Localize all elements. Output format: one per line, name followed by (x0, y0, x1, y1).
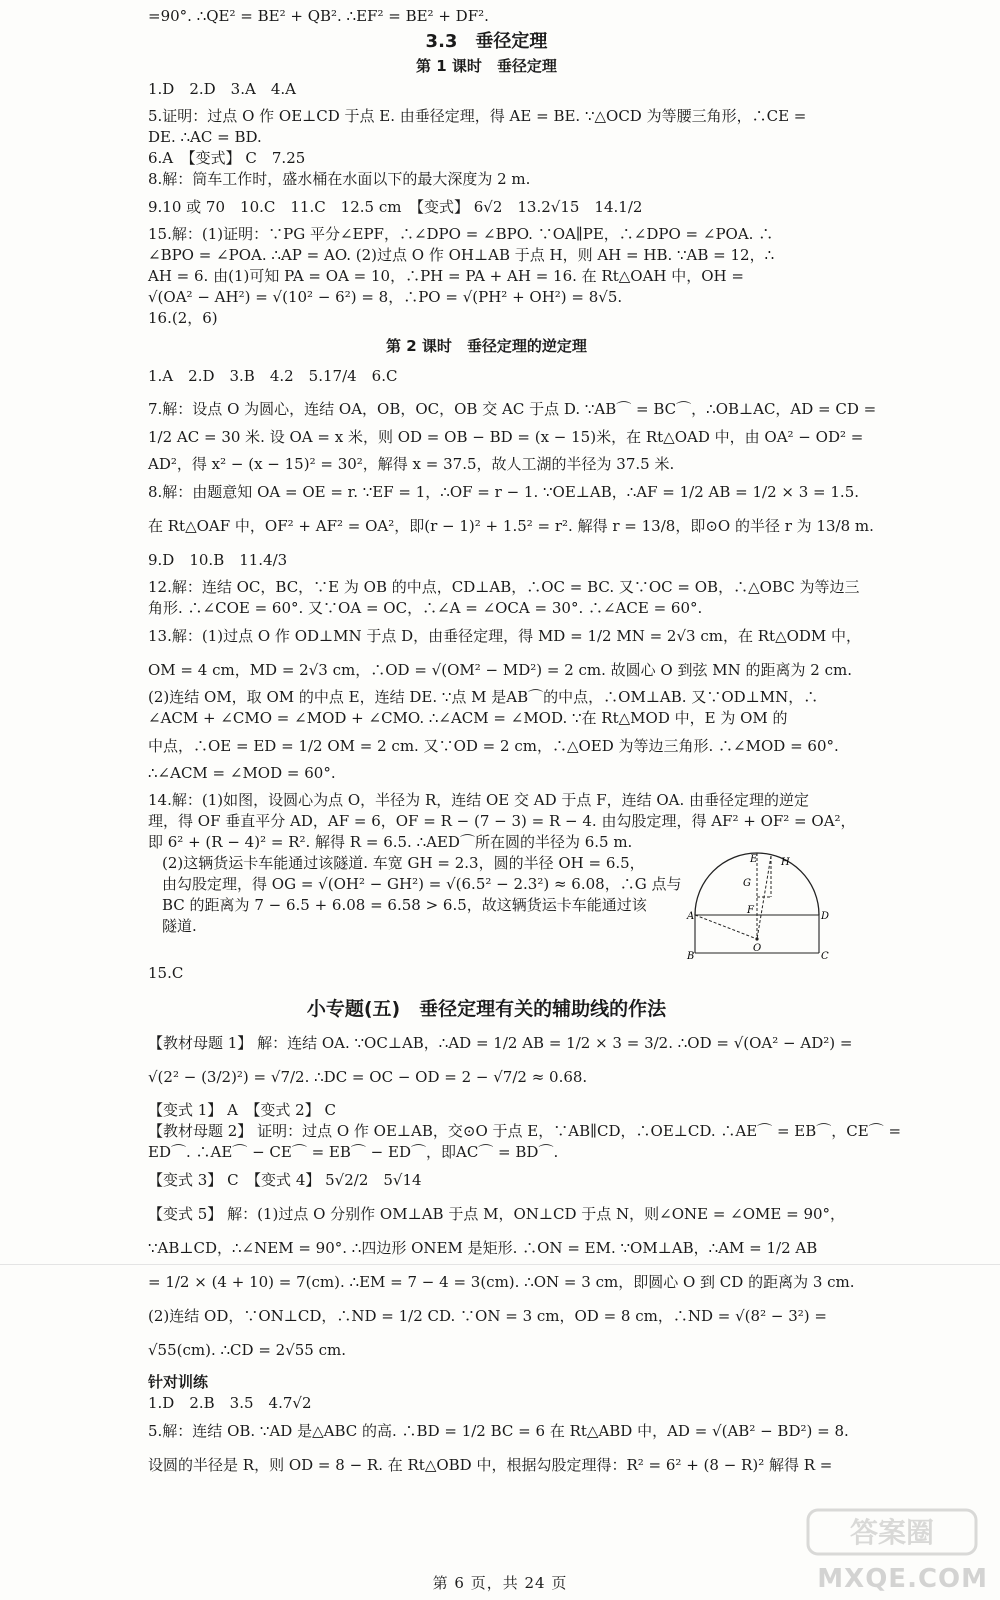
answer-line: 15.解：(1)证明：∵PG 平分∠EPF，∴∠DPO = ∠BPO. ∵OA∥PE，∴∠DPO = ∠POA. ∴ (148, 225, 774, 243)
answer-line: 14.解：(1)如图，设圆心为点 O，半径为 R，连结 OE 交 AD 于点 F，连结 OA. 由垂径定理的逆定 (148, 791, 810, 809)
answer-line: 1/2 AC = 30 米. 设 OA = x 米，则 OD = OB − BD = (x − 15)米，在 Rt△OAD 中，由 OA² − OD² = (148, 428, 864, 446)
section-title: 3.3 垂径定理 (425, 31, 548, 52)
answer-line: 16.(2，6) (148, 309, 218, 327)
answer-line: (2)连结 OM，取 OM 的中点 E，连结 DE. ∵点 M 是AB⌒的中点，∴OM⊥AB. 又∵OD⊥MN，∴ (148, 688, 819, 706)
answer-line: ∴∠ACM = ∠MOD = 60°. (148, 764, 336, 782)
answer-line: BC 的距离为 7 − 6.5 + 6.08 = 6.58 > 6.5，故这辆货运卡车能通过该 (162, 896, 647, 914)
answer-line: ∵AB⊥CD，∴∠NEM = 90°. ∴四边形 ONEM 是矩形. ∴ON = EM. ∵OM⊥AB，∴AM = 1/2 AB (148, 1239, 818, 1257)
answer-line: AH = 6. 由(1)可知 PA = OA = 10，∴PH = PA + AH = 16. 在 Rt△OAH 中，OH = (148, 267, 744, 285)
answer-line: OM = 4 cm，MD = 2√3 cm，∴OD = √(OM² − MD²) = 2 cm. 故圆心 O 到弦 MN 的距离为 2 cm. (148, 661, 852, 679)
answer-line: 9.10 或 70 10.C 11.C 12.5 cm 【变式】 6√2 13.2√15 14.1/2 (148, 198, 643, 216)
figure-label: G (743, 878, 752, 889)
problem-14-with-figure (148, 853, 830, 963)
answer-line: (2)连结 OD，∵ON⊥CD，∴ND = 1/2 CD. ∵ON = 3 cm，OD = 8 cm，∴ND = √(8² − 3²) = (148, 1307, 827, 1325)
special-topic-title: 小专题(五) 垂径定理有关的辅助线的作法 (306, 998, 667, 1020)
watermark-logo-text: 答案圈 (849, 1516, 935, 1549)
text-line: =90°. ∴QE² = BE² + QB². ∴EF² = BE² + DF². (148, 7, 489, 25)
answer-line: 1.A 2.D 3.B 4.2 5.17/4 6.C (148, 367, 398, 385)
lesson-title: 第 1 课时 垂径定理 (416, 57, 557, 75)
watermark-text: MXQE.COM (817, 1564, 988, 1594)
answer-line: 12.解：连结 OC，BC，∵E 为 OB 的中点，CD⊥AB，∴OC = BC. 又∵OC = OB，∴△OBC 为等边三 (148, 578, 860, 596)
answer-line: 设圆的半径是 R，则 OD = 8 − R. 在 Rt△OBD 中，根据勾股定理得：R² = 6² + (8 − R)² 解得 R = (148, 1456, 833, 1474)
answer-line: 中点，∴OE = ED = 1/2 OM = 2 cm. 又∵OD = 2 cm，∴△OED 为等边三角形. ∴∠MOD = 60°. (148, 737, 839, 755)
answer-line: 【教材母题 1】 解：连结 OA. ∵OC⊥AB，∴AD = 1/2 AB = 1/2 × 3 = 3/2. ∴OD = √(OA² − AD²) = (148, 1034, 853, 1052)
answer-line: ED⌒. ∴AE⌒ − CE⌒ = EB⌒ − ED⌒，即AC⌒ = BD⌒. (148, 1143, 559, 1161)
answer-line: 【变式 3】 C 【变式 4】 5√2/2 5√14 (148, 1171, 422, 1189)
answer-line: 7.解：设点 O 为圆心，连结 OA，OB，OC，OB 交 AC 于点 D. ∵AB⌒ = BC⌒，∴OB⊥AC，AD = CD = (148, 400, 877, 418)
answer-line: AD²，得 x² − (x − 15)² = 30²，解得 x = 37.5，故人工湖的半径为 37.5 米. (148, 455, 675, 473)
answer-line: 15.C (148, 964, 184, 982)
figure-label: C (821, 951, 830, 962)
answer-line: 8.解：筒车工作时，盛水桶在水面以下的最大深度为 2 m. (148, 170, 531, 188)
answer-line: 【教材母题 2】 证明：过点 O 作 OE⊥AB，交⊙O 于点 E，∵AB∥CD，∴OE⊥CD. ∴AE⌒ = EB⌒，CE⌒ = (148, 1122, 902, 1140)
answer-line: (2)这辆货运卡车能通过该隧道. 车宽 GH = 2.3，圆的半径 OH = 6.5， (162, 854, 645, 872)
figure-label: E (750, 854, 758, 865)
figure-label: B (687, 951, 695, 962)
answer-line: 9.D 10.B 11.4/3 (148, 551, 288, 569)
answer-line: ∠BPO = ∠POA. ∴AP = AO. (2)过点 O 作 OH⊥AB 于点 H，则 AH = HB. ∵AB = 12，∴ (148, 246, 775, 264)
answer-line: 1.D 2.B 3.5 4.7√2 (148, 1394, 312, 1412)
answer-line: 在 Rt△OAF 中，OF² + AF² = OA²，即(r − 1)² + 1.5² = r². 解得 r = 13/8，即⊙O 的半径 r 为 13/8 m. (148, 517, 874, 535)
lesson-title: 第 2 课时 垂径定理的逆定理 (386, 337, 587, 355)
answer-line: 理，得 OF 垂直平分 AD，AF = 6，OF = R − (7 − 3) = R − 4. 由勾股定理，得 AF² + OF² = OA²， (148, 812, 856, 830)
answer-line: √55(cm). ∴CD = 2√55 cm. (148, 1341, 347, 1359)
answer-line: 13.解：(1)过点 O 作 OD⊥MN 于点 D，由垂径定理，得 MD = 1/2 MN = 2√3 cm，在 Rt△ODM 中， (148, 627, 862, 645)
figure-label: D (821, 911, 830, 922)
answer-line: 即 6² + (R − 4)² = R². 解得 R = 6.5. ∴AED⌒所在圆的半径为 6.5 m. (148, 833, 633, 851)
figure-label: O (753, 943, 762, 954)
answer-line: 【变式 5】 解：(1)过点 O 分别作 OM⊥AB 于点 M，ON⊥CD 于点 N，则∠ONE = ∠OME = 90°， (148, 1205, 846, 1223)
answer-line: 5.证明：过点 O 作 OE⊥CD 于点 E. 由垂径定理，得 AE = BE. ∵△OCD 为等腰三角形，∴CE = (148, 107, 807, 125)
answer-line: √(2² − (3/2)²) = √7/2. ∴DC = OC − OD = 2 − √7/2 ≈ 0.68. (148, 1068, 588, 1086)
answer-line: ∠ACM + ∠CMO = ∠MOD + ∠CMO. ∴∠ACM = ∠MOD. ∵在 Rt△MOD 中，E 为 OM 的 (148, 709, 788, 727)
answer-line: 1.D 2.D 3.A 4.A (148, 80, 296, 98)
answer-line: 由勾股定理，得 OG = √(OH² − GH²) = √(6.5² − 2.3²) ≈ 6.08，∴G 点与 (162, 875, 682, 893)
page-content (148, 6, 902, 1482)
answer-line: 【变式 1】 A 【变式 2】 C (148, 1101, 336, 1119)
answer-line: 角形. ∴∠COE = 60°. 又∵OA = OC，∴∠A = ∠OCA = 30°. ∴∠ACE = 60°. (148, 599, 703, 617)
answer-line: 5.解：连结 OB. ∵AD 是△ABC 的高. ∴BD = 1/2 BC = 6 在 Rt△ABD 中，AD = √(AB² − BD²) = 8. (148, 1422, 849, 1440)
watermark-logo (802, 1504, 982, 1560)
figure-label: F (747, 905, 755, 916)
page-footer: 第 6 页，共 24 页 (432, 1574, 568, 1592)
answer-line: = 1/2 × (4 + 10) = 7(cm). ∴EM = 7 − 4 = 3(cm). ∴ON = 3 cm，即圆心 O 到 CD 的距离为 3 cm. (148, 1273, 855, 1291)
answer-line: 8.解：由题意知 OA = OE = r. ∵EF = 1，∴OF = r − 1. ∵OE⊥AB，∴AF = 1/2 AB = 1/2 × 3 = 1.5. (148, 483, 860, 501)
fold-line (0, 1264, 1000, 1265)
figure-label: H (781, 857, 791, 868)
figure-label: A (687, 911, 695, 922)
answer-line: 6.A 【变式】 C 7.25 (148, 149, 306, 167)
training-heading: 针对训练 (148, 1373, 209, 1391)
tunnel-diagram (687, 853, 830, 963)
answer-line: 隧道. (162, 917, 197, 935)
answer-line: √(OA² − AH²) = √(10² − 6²) = 8，∴PO = √(PH² + OH²) = 8√5. (148, 288, 623, 306)
answer-line: DE. ∴AC = BD. (148, 128, 262, 146)
